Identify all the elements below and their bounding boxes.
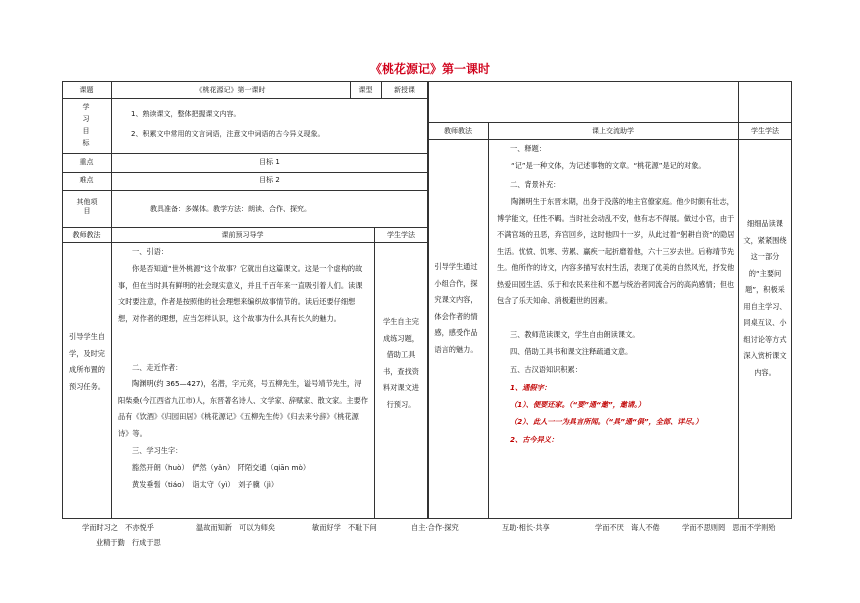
course-label: 课题 xyxy=(79,86,94,94)
footer-motto: 温故而知新 可以为师矣 xyxy=(196,523,276,532)
footer-motto: 学而时习之 不亦悦乎 xyxy=(82,523,154,532)
difficulty-label: 难点 xyxy=(79,176,94,184)
red-knowledge-item: （2）、此人一一为具言所闻。（“具”通“俱”，全部、详尽。） xyxy=(510,417,703,426)
goal-item: 2、积累文中常用的文言词语，注意文中词语的古今异义现象。 xyxy=(131,130,325,138)
right-student-header: 学生学法 xyxy=(751,127,779,135)
red-knowledge-item: 1、通假字： xyxy=(510,383,551,392)
exchange-paragraph: 陶渊明生于东晋末期，出身于没落的地主官僚家庭。他少时颇有壮志，博学能文，任性不羁。当时社会动乱不安，他有志不得展。做过小官，由于不满官场的丑恶，弃官回乡，这时他四十一岁，从此过着“躬耕自资”的隐居生活。忧愤、饥寒、劳累、贏疾一起折磨着他，六十三岁去世。后称靖节先生。他所作的诗文，内容多描写农村生活，表现了优美的自然风光，抒发他热爱田园生活、乐于和农民来往和不愿与统治者同流合污的高尚感情；但也包含了乐天知命、消极避世的因素。 xyxy=(497,197,735,305)
red-knowledge-item: 2、古今异义： xyxy=(510,435,559,444)
right-teacher-header: 教师教法 xyxy=(444,127,472,135)
course-value: 《桃花源记》第一课时 xyxy=(195,86,266,94)
exchange-section: 一、释题： xyxy=(510,144,546,153)
goal-item: 1、熟读课文，整体把握课文内容。 xyxy=(131,110,241,118)
other-label: 其他项目 xyxy=(76,198,98,216)
right-student-method: 细细品读课文，紧紧围绕这一部分的“主要问题”，积极采用自主学习、同桌互议、小组讨论等方式深入赏析课文内容。 xyxy=(743,219,787,377)
left-student-method: 学生自主完成练习题，借助工具书，查找资料对课文进行预习。 xyxy=(383,317,419,409)
guide-section: 三、学习生字： xyxy=(132,446,183,455)
left-student-header: 学生学法 xyxy=(387,231,415,239)
footer-motto: 学而不厌 诲人不倦 xyxy=(595,523,660,532)
difficulty-value: 目标 2 xyxy=(259,176,280,184)
guide-paragraph: 陶渊明(约 365—427)，名潜，字元亮，号五柳先生，谥号靖节先生，浔阳柴桑(今江西省九江市)人，东晋著名诗人、文学家、辞赋家、散文家。主要作品有《饮酒》《归园田居》《桃花源记》《五柳先生传》《归去来兮辞》《桃花源诗》等。 xyxy=(118,379,368,438)
guide-paragraph: 你是否知道“世外桃源”这个故事？它就出自这篇课文。这是一个虚构的故事，但在当时具有鲜明的社会现实意义，并且千百年来一直吸引着人们。读课文时要注意，作者是按照他的社会理想来编织故事情节的。读后还要仔细想想，对作者的理想，应当怎样认识，这个故事为什么具有长久的魅力。 xyxy=(118,264,363,323)
right-guide-header: 课上交流助学 xyxy=(592,127,634,135)
course-type-label: 课型 xyxy=(358,86,373,94)
exchange-section: 二、背景补充： xyxy=(510,180,561,189)
footer-motto: 互助·相长·共享 xyxy=(502,523,550,532)
exchange-section: 五、古汉语知识积累： xyxy=(510,365,582,374)
footer-motto: 自主·合作·探究 xyxy=(411,523,459,532)
key-point-value: 目标 1 xyxy=(259,158,280,166)
exchange-section: 三、教师范读课文，学生自由朗读课文。 xyxy=(510,330,640,339)
left-teacher-header: 教师教法 xyxy=(72,231,101,239)
left-guide-header: 课前预习导学 xyxy=(221,231,264,239)
exchange-section: 四、借助工具书和课文注释疏通文意。 xyxy=(510,347,633,356)
vocab-line: 豁然开朗（huò） 俨然（yǎn） 阡陌交通（qiān mò） xyxy=(132,463,311,472)
guide-section: 一、引语： xyxy=(132,247,168,256)
left-teacher-method: 引导学生自学，及时完成所布置的预习任务。 xyxy=(69,332,105,391)
other-value: 教具准备：多媒体。教学方法：朗读、合作、探究。 xyxy=(150,205,311,213)
goals-label: 学习目标 xyxy=(82,103,90,147)
right-teacher-method: 引导学生通过小组合作，探究课文内容，体会作者的情感，感受作品语言的魅力。 xyxy=(434,262,478,354)
guide-section: 二、走近作者： xyxy=(132,363,183,372)
footer-motto: 学而不思则罔 思而不学则殆 xyxy=(682,523,776,532)
red-knowledge-item: （1）、便要还家。（“要”通“邀”，邀请。） xyxy=(510,400,645,409)
key-point-label: 重点 xyxy=(79,158,94,166)
page-title: 《桃花源记》第一课时 xyxy=(369,62,490,76)
vocab-line: 黄发垂髫（tiáo） 诣太守（yì） 刘子骥（jì） xyxy=(132,480,279,489)
course-type-value: 新授课 xyxy=(394,86,415,94)
footer-motto: 业精于勤 行成于思 xyxy=(96,538,161,547)
footer-motto: 敏而好学 不耻下问 xyxy=(312,523,377,532)
exchange-paragraph: “记”是一种文体，为记述事物的文章。“桃花源”是记的对象。 xyxy=(511,161,706,170)
